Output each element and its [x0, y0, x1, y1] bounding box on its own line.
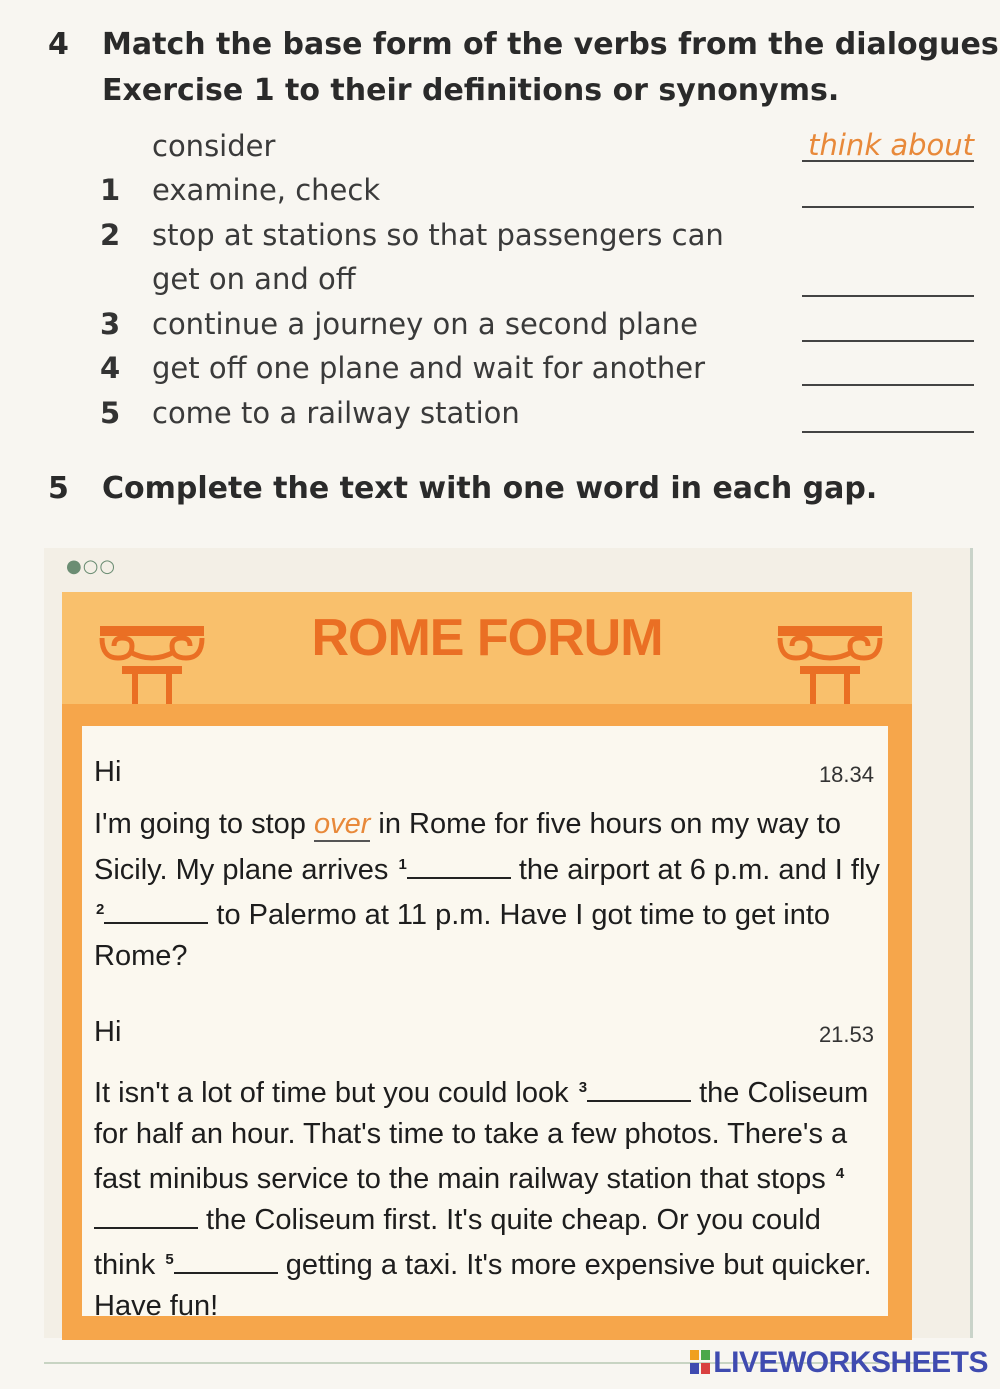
post-body	[94, 1068, 884, 1326]
gap-field-4[interactable]	[94, 1201, 198, 1229]
example-gap-answer: over	[313, 808, 371, 840]
item-number: 5	[100, 396, 121, 430]
answer-field[interactable]	[802, 310, 974, 342]
gap-field-1[interactable]	[407, 851, 511, 879]
exercise-title-line2: Exercise 1 to their definitions or synonyms.	[102, 73, 840, 108]
exercise-title: Match the base form of the verbs from the dialogues	[102, 27, 999, 62]
messages-box	[82, 726, 888, 1322]
forum-panel	[62, 592, 912, 1340]
window-dots-icon: ●○○	[66, 556, 117, 577]
post-body	[94, 804, 884, 976]
post-greeting: Hi	[94, 1016, 122, 1048]
item-number: 1	[100, 173, 121, 207]
text-segment: the Coliseum first. It's quite cheap. Or you could think	[94, 1203, 821, 1281]
item-number: 2	[100, 218, 121, 252]
example-text: consider	[152, 129, 276, 163]
text-segment: to Palermo at 11 p.m. Have I got time to get into Rome?	[94, 899, 831, 972]
gap-number: 4	[835, 1165, 845, 1182]
column-capital-icon	[770, 608, 890, 704]
item-definition: stop at stations so that passengers can	[152, 218, 724, 252]
text-segment: the Coliseum for half an hour. That's time to take a few photos. There's a fast minibus service to the main railway station that stops	[94, 1077, 869, 1195]
gap-field-3[interactable]	[587, 1074, 691, 1102]
gap-number: 1	[398, 855, 407, 873]
item-definition: examine, check	[152, 173, 381, 207]
post-time: 18.34	[818, 762, 874, 787]
text-segment: I'm going to stop	[94, 808, 314, 840]
logo-grid-icon	[690, 1350, 710, 1374]
item-definition: come to a railway station	[152, 396, 520, 430]
text-segment: the airport at 6 p.m. and I fly	[510, 853, 880, 886]
exercise-number: 4	[48, 27, 69, 62]
answer-field[interactable]	[802, 401, 974, 433]
exercise-title: Complete the text with one word in each gap.	[102, 471, 878, 506]
gap-field-5[interactable]	[174, 1246, 278, 1274]
item-definition: get off one plane and wait for another	[152, 351, 706, 385]
post-greeting: Hi	[94, 756, 122, 788]
gap-number: 3	[578, 1079, 588, 1096]
item-definition-line2: get on and off	[152, 262, 356, 296]
forum-banner	[62, 592, 912, 704]
exercise-4-heading	[48, 22, 999, 114]
answer-field[interactable]	[802, 176, 974, 208]
item-definition: continue a journey on a second plane	[152, 307, 698, 341]
answer-field[interactable]	[802, 265, 974, 297]
gap-field-2[interactable]	[104, 896, 208, 924]
item-number: 4	[100, 351, 121, 385]
example-answer: think about	[802, 130, 974, 162]
gap-number: 5	[165, 1251, 174, 1268]
post-time: 21.53	[818, 1022, 874, 1047]
text-segment: getting a taxi. It's more expensive but quicker. Have fun!	[94, 1249, 872, 1322]
exercise-number: 5	[48, 471, 69, 506]
answer-field[interactable]	[802, 354, 974, 386]
gap-number: 2	[96, 901, 105, 918]
exercise-5-heading	[48, 466, 877, 512]
liveworksheets-logo	[690, 1346, 988, 1380]
text-segment: in Rome for five hours on my way to Sicily. My plane arrives	[94, 808, 841, 886]
text-segment: It isn't a lot of time but you could look	[94, 1077, 577, 1109]
item-number: 3	[100, 307, 121, 341]
logo-text: LIVEWORKSHEETS	[713, 1346, 988, 1379]
forum-title: ROME FORUM	[311, 609, 663, 667]
